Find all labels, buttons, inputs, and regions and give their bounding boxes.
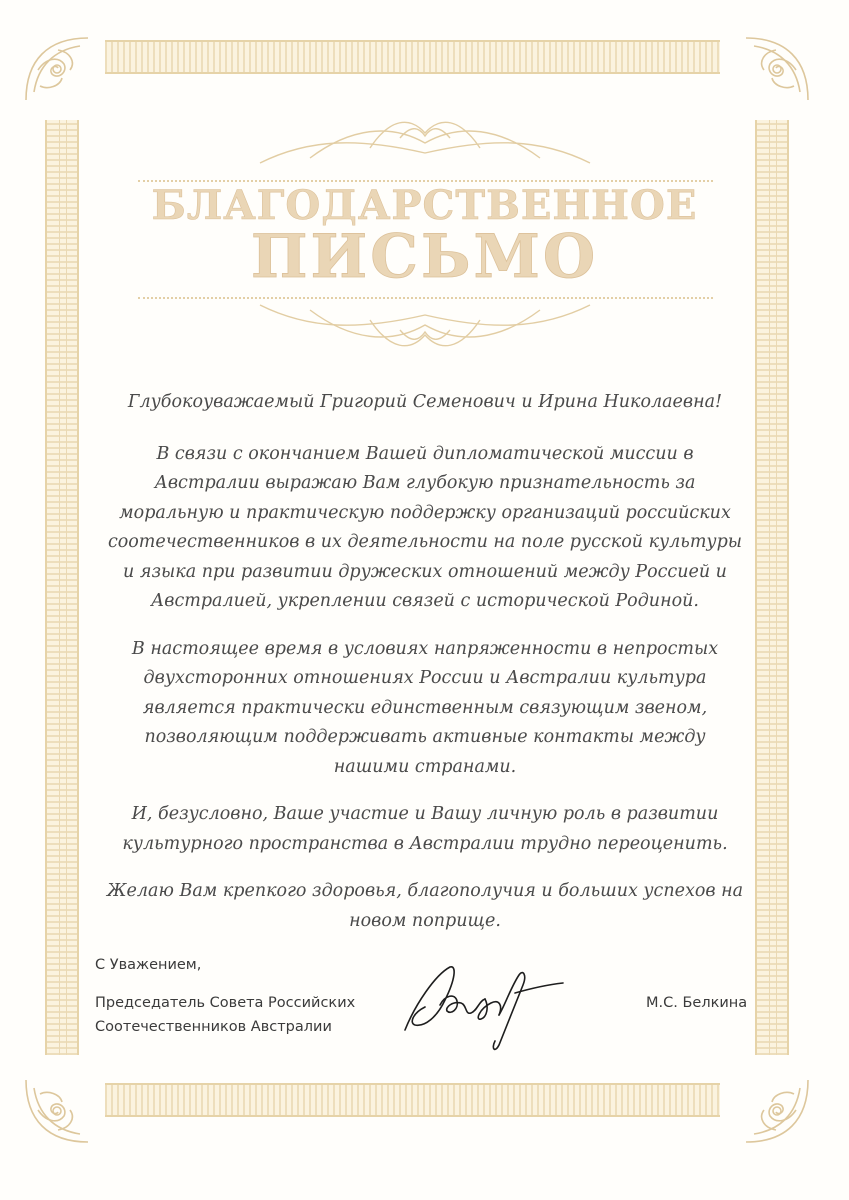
signer-name: М.С. Белкина (646, 995, 748, 1011)
closing-phrase: С Уважением, (95, 957, 202, 973)
salutation: Глубокоуважаемый Григорий Семенович и Ирина Николаевна! (127, 392, 723, 412)
title-flourish-top-icon (250, 108, 600, 168)
paragraph: И, безусловно, Ваше участие и Вашу личную роль в развитии культурного пространства в Австралии трудно переоценить. (122, 804, 728, 854)
corner-ornament-icon (738, 1072, 816, 1150)
paragraph: В настоящее время в условиях напряженности в непростых двухсторонних отношениях России и Австралии культура является практически единственным связующим звеном, позволяющим поддерживать активные контакты между нашими странами. (131, 638, 719, 777)
bottom-border-band (105, 1083, 720, 1117)
title-divider-bottom (138, 297, 713, 299)
letter-title-line1: БЛАГОДАРСТВЕННОЕ (151, 182, 698, 229)
paragraph: В связи с окончанием Вашей дипломатической миссии в Австралии выражаю Вам глубокую признательность за моральную и практическую поддержку организаций российских соотечественников в их деятельности на поле русской культуры и языка при развитии дружеских отношений между Россией и Австралией, укреплении связей с исторической Родиной. (107, 443, 743, 611)
letter-title-line2: ПИСЬМО (250, 222, 599, 292)
paragraph: Желаю Вам крепкого здоровья, благополучия и больших успехов на новом поприще. (106, 881, 744, 931)
corner-ornament-icon (18, 30, 96, 108)
signer-position (95, 991, 395, 1039)
top-border-band (105, 40, 720, 74)
corner-ornament-icon (738, 30, 816, 108)
letter-body (105, 388, 745, 954)
signer-position-line1: Председатель Совета Российских (95, 995, 356, 1011)
signer-position-line2: Соотечественников Австралии (95, 1019, 332, 1035)
title-flourish-bottom-icon (250, 300, 600, 360)
corner-ornament-icon (18, 1072, 96, 1150)
handwritten-signature-icon (395, 945, 575, 1060)
